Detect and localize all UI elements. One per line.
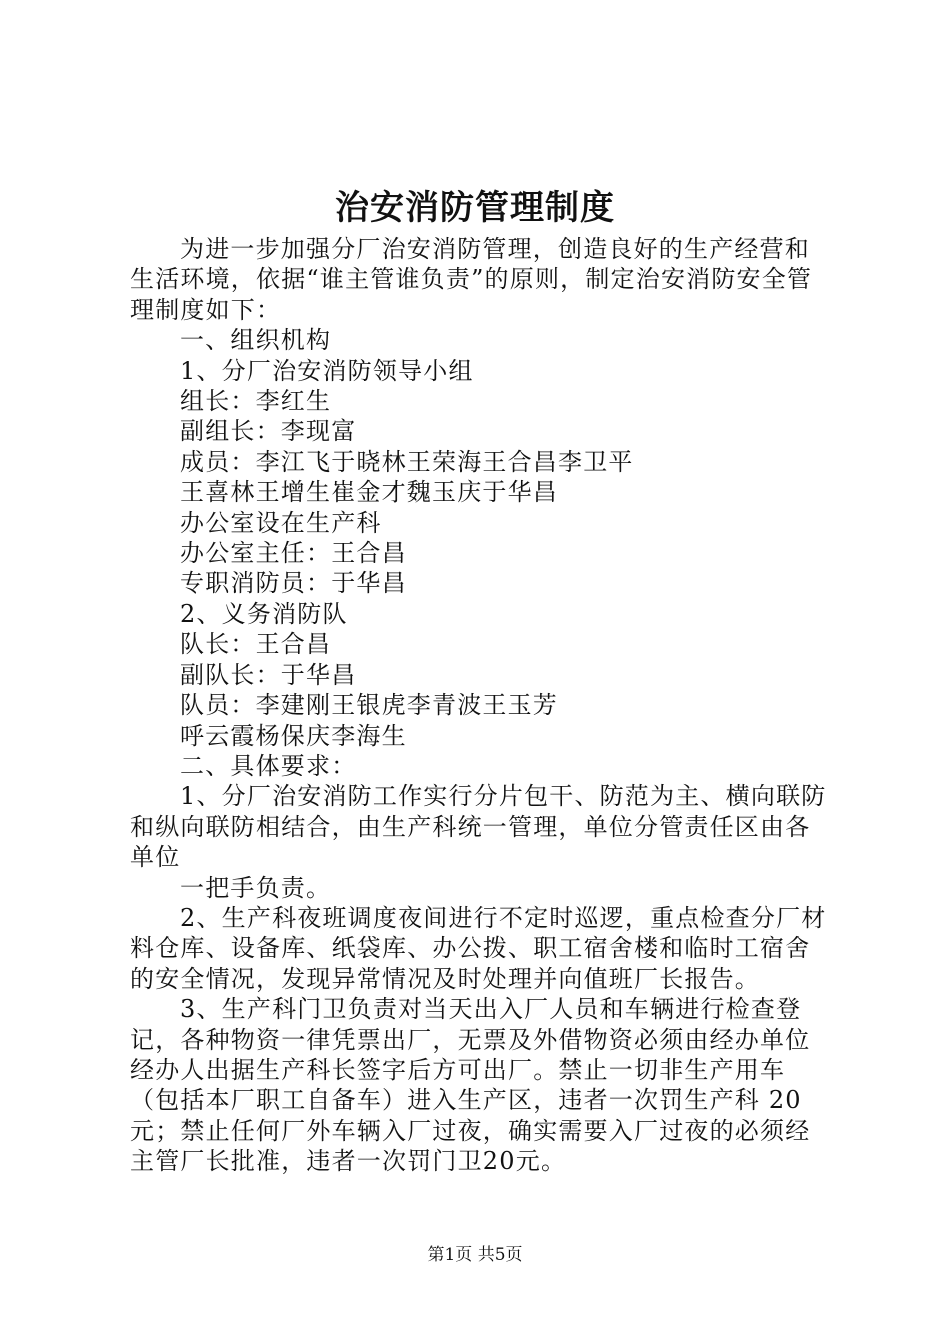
- captain-line: 队长：王合昌: [180, 630, 332, 659]
- requirement-1-continued: 一把手负责。: [180, 873, 332, 902]
- subsection-volunteer-brigade: 2、义务消防队: [180, 599, 348, 628]
- members-line-continued: 王喜林王增生崔金才魏玉庆于华昌: [180, 478, 558, 507]
- members-line: 成员：李江飞于晓林王荣海王合昌李卫平: [180, 447, 634, 476]
- vice-captain-line: 副队长：于华昌: [180, 660, 357, 689]
- requirement-1-paragraph: 1、分厂治安消防工作实行分片包干、防范为主、横向联防和纵向联防相结合，由生产科统一管理，单位分管责任区由各单位: [130, 782, 827, 872]
- brigade-members-line-continued: 呼云霞杨保庆李海生: [180, 721, 407, 750]
- office-location-line: 办公室设在生产科: [180, 508, 382, 537]
- section-heading-organization: 一、组织机构: [180, 326, 332, 355]
- intro-paragraph: 为进一步加强分厂治安消防管理，创造良好的生产经营和生活环境，依据“谁主管谁负责”的原则，制定治安消防安全管理制度如下：: [130, 235, 813, 324]
- section-heading-requirements: 二、具体要求：: [180, 751, 357, 780]
- subsection-leadership-group: 1、分厂治安消防领导小组: [180, 356, 474, 385]
- brigade-members-line: 队员：李建刚王银虎李青波王玉芳: [180, 691, 558, 720]
- office-director-line: 办公室主任：王合昌: [180, 539, 407, 568]
- document-body: [130, 234, 830, 1177]
- deputy-leader-line: 副组长：李现富: [180, 417, 357, 446]
- leader-line: 组长：李红生: [180, 387, 332, 416]
- fire-officer-line: 专职消防员：于华昌: [180, 569, 407, 598]
- requirement-2-paragraph: 2、生产科夜班调度夜间进行不定时巡逻，重点检查分厂材料仓库、设备库、纸袋库、办公拨、职工宿舍楼和临时工宿舍的安全情况，发现异常情况及时处理并向值班厂长报告。: [130, 903, 827, 993]
- requirement-3-paragraph: 3、生产科门卫负责对当天出入厂人员和车辆进行检查登记，各种物资一律凭票出厂，无票及外借物资必须由经办单位经办人出据生产科长签字后方可出厂。禁止一切非生产用车（包括本厂职工自备车）进入生产区，违者一次罚生产科 20 元；禁止任何厂外车辆入厂过夜，确实需要入厂过夜的必须经主管厂长批准，违者一次罚门卫20元。: [130, 995, 811, 1176]
- page-footer: 第1页 共5页: [427, 1245, 523, 1265]
- document-title: 治安消防管理制度: [335, 188, 615, 228]
